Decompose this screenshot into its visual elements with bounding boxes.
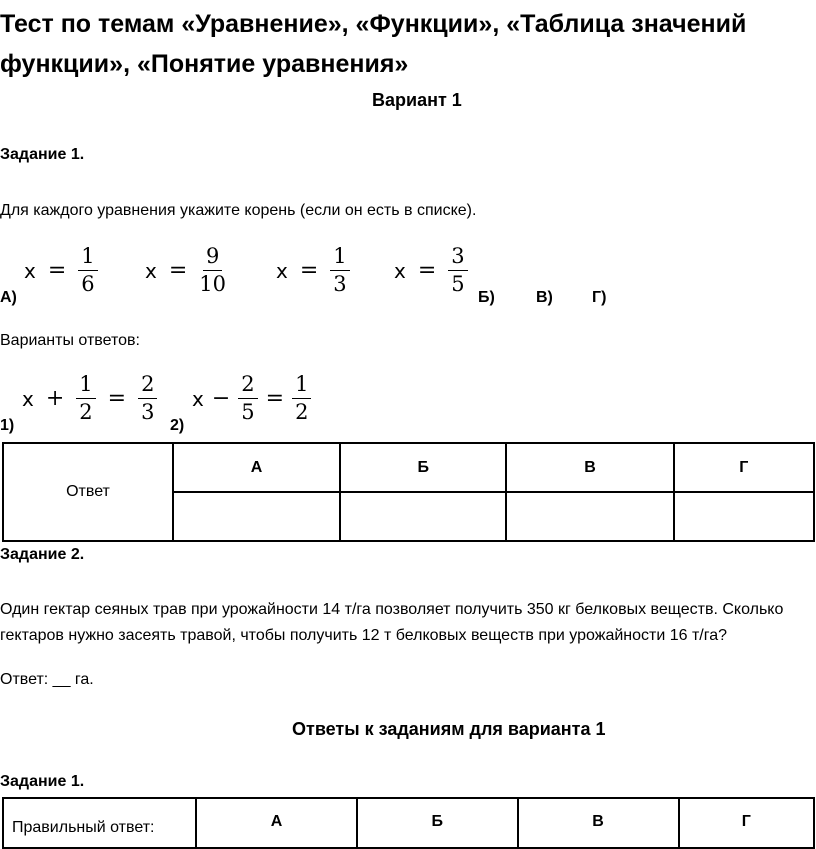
eq1-n2: 2 <box>138 374 157 399</box>
root-d-den: 5 <box>451 272 465 296</box>
root-b-den: 10 <box>199 272 227 296</box>
correct-answer-table <box>2 797 815 849</box>
root-a <box>24 246 98 295</box>
eq2-eq: = <box>265 386 285 411</box>
title-line-1: Тест по темам «Уравнение», «Функции», «Таблица значений <box>0 10 747 38</box>
answer-cell-c[interactable] <box>506 492 673 541</box>
root-b-var: x <box>145 258 157 283</box>
eq1-var: x <box>22 386 34 411</box>
eq2-n1: 2 <box>238 374 257 399</box>
letter-b: Б) <box>478 289 495 306</box>
answer-cell-b[interactable] <box>340 492 506 541</box>
letter-a: А) <box>0 289 17 306</box>
letter-c: В) <box>536 289 553 306</box>
letter-d: Г) <box>592 289 607 306</box>
task2-text-line2: гектаров нужно засеять травой, чтобы получить 12 т белковых веществ при урожайности 16 т/га? <box>0 627 728 644</box>
equation-2 <box>192 374 311 423</box>
eq2-fraction-right <box>292 374 311 423</box>
eq1-fraction-right <box>138 374 157 423</box>
root-b-eq: = <box>168 258 188 283</box>
answer-row-label: Ответ <box>3 443 173 541</box>
root-b-fraction <box>199 246 226 295</box>
header-b: Б <box>340 443 506 492</box>
answer-cell-a[interactable] <box>173 492 340 541</box>
answer-table <box>2 442 815 542</box>
root-c-den: 3 <box>333 272 347 296</box>
root-a-den: 6 <box>81 272 95 296</box>
task2-answer: Ответ: __ га. <box>0 671 94 688</box>
eq2-d2: 2 <box>295 400 309 424</box>
root-c <box>276 246 350 295</box>
root-c-eq: = <box>299 258 319 283</box>
root-d-eq: = <box>417 258 437 283</box>
eq2-d1: 5 <box>241 400 255 424</box>
title-line-2: функции», «Понятие уравнения» <box>0 50 409 78</box>
answers-section-title: Ответы к заданиям для варианта 1 <box>292 719 606 739</box>
correct-header-c: В <box>518 798 679 848</box>
answer-cell-d[interactable] <box>674 492 814 541</box>
header-c: В <box>506 443 673 492</box>
root-d-num: 3 <box>448 246 467 271</box>
page-title <box>0 4 746 84</box>
root-d-fraction <box>448 246 467 295</box>
eq2-var: x <box>192 386 204 411</box>
eq1-d2: 3 <box>141 400 155 424</box>
correct-header-b: Б <box>357 798 517 848</box>
root-a-num: 1 <box>78 246 97 271</box>
eq1-n1: 1 <box>76 374 95 399</box>
eq1-op: + <box>45 386 65 411</box>
root-b-num: 9 <box>203 246 222 271</box>
root-b <box>145 246 226 295</box>
answers-task-label: Задание 1. <box>0 773 85 790</box>
eq1-d1: 2 <box>79 400 93 424</box>
root-a-eq: = <box>47 258 67 283</box>
root-c-var: x <box>276 258 288 283</box>
eq2-op: − <box>211 386 231 411</box>
root-c-fraction <box>330 246 349 295</box>
options-label: Варианты ответов: <box>0 332 140 349</box>
task2-text-line1: Один гектар сеяных трав при урожайности 14 т/га позволяет получить 350 кг белковых веществ. Сколько <box>0 601 784 618</box>
equation-2-label: 2) <box>170 417 185 434</box>
eq2-n2: 1 <box>292 374 311 399</box>
task1-instruction: Для каждого уравнения укажите корень (если он есть в списке). <box>0 202 477 219</box>
correct-answer-label: Правильный ответ: <box>3 798 196 848</box>
root-a-fraction <box>78 246 97 295</box>
variant-heading: Вариант 1 <box>372 90 462 110</box>
root-d <box>394 246 468 295</box>
equation-1-label: 1) <box>0 417 15 434</box>
root-a-var: x <box>24 258 36 283</box>
task1-label: Задание 1. <box>0 146 85 163</box>
eq2-fraction-left <box>238 374 257 423</box>
root-d-var: x <box>394 258 406 283</box>
eq1-fraction-left <box>76 374 95 423</box>
correct-header-d: Г <box>679 798 814 848</box>
eq1-eq: = <box>107 386 127 411</box>
header-d: Г <box>674 443 814 492</box>
correct-header-a: А <box>196 798 357 848</box>
equation-1 <box>22 374 157 423</box>
header-a: А <box>173 443 340 492</box>
root-c-num: 1 <box>330 246 349 271</box>
task2-label: Задание 2. <box>0 546 85 563</box>
